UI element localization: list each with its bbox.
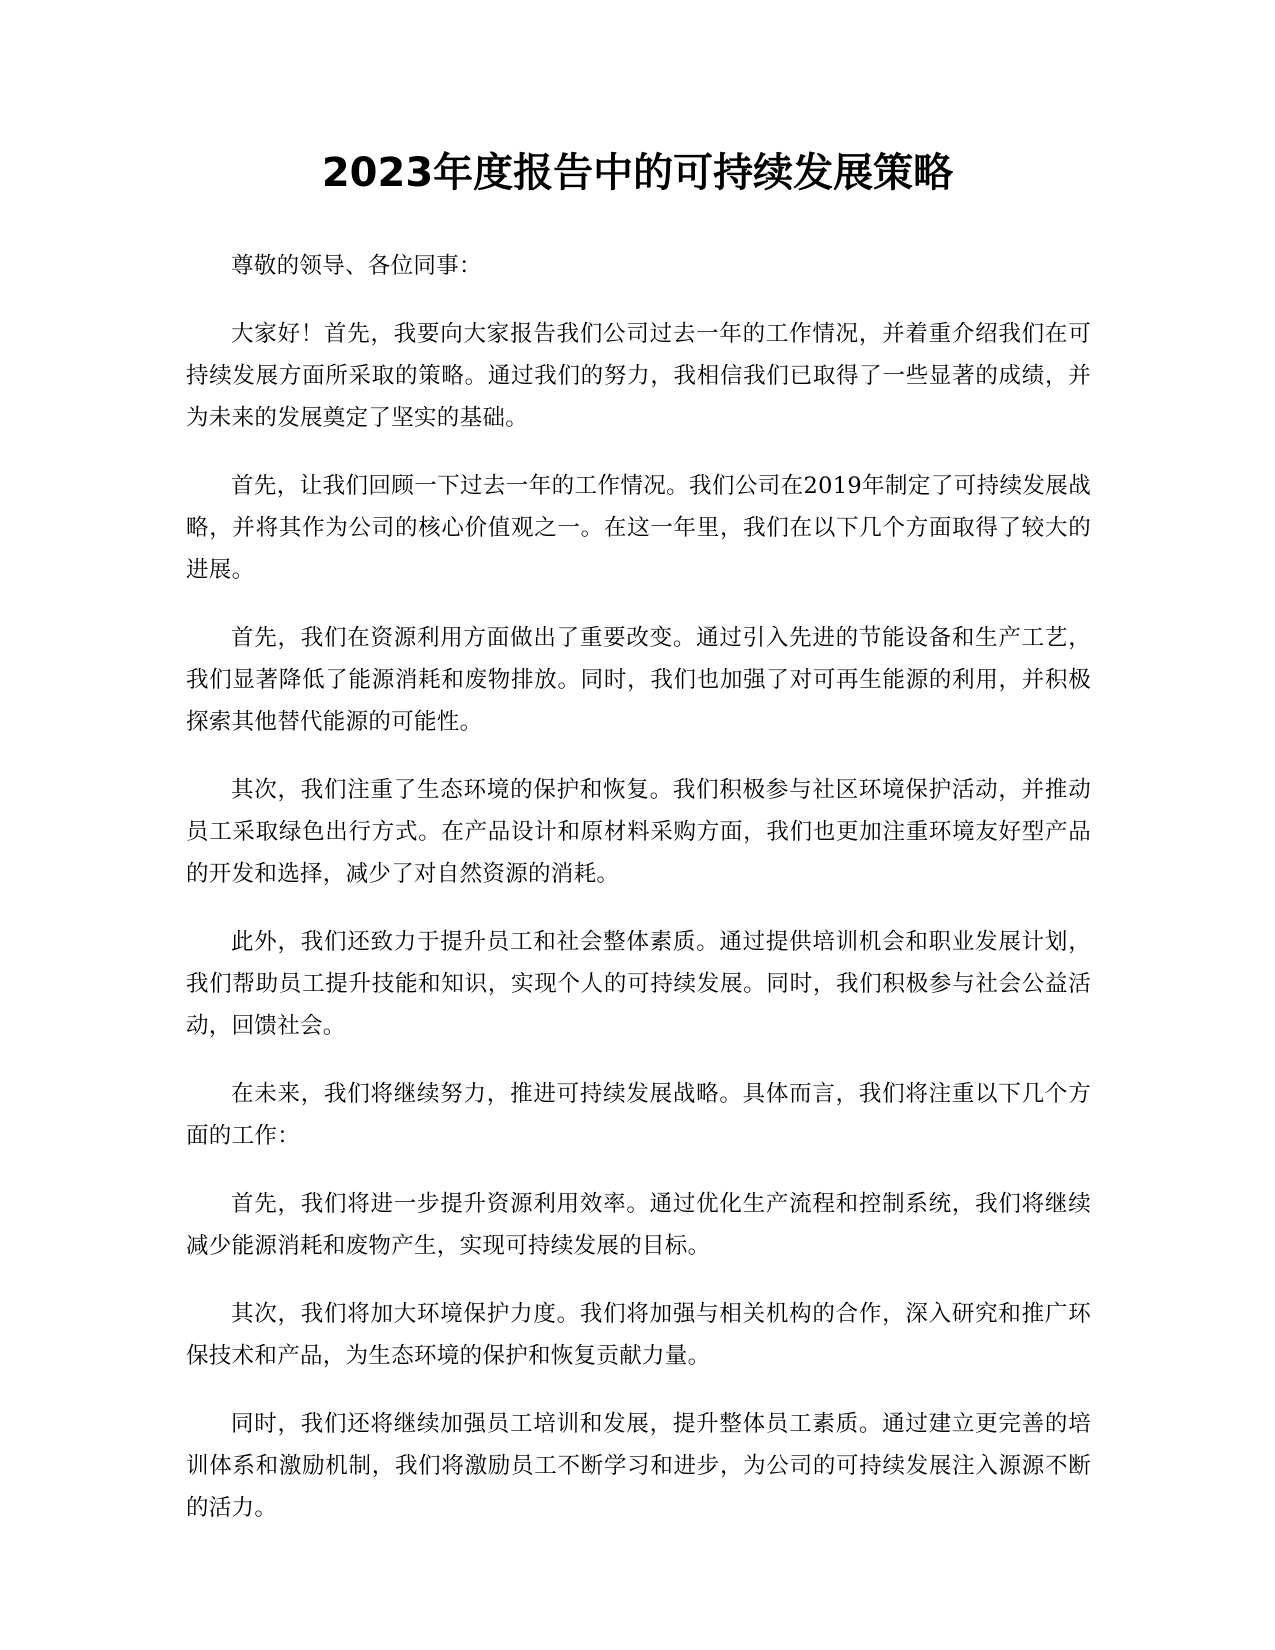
document-title: 2023年度报告中的可持续发展策略	[321, 150, 954, 196]
body-paragraph: 首先，我们在资源利用方面做出了重要改变。通过引入先进的节能设备和生产工艺，我们显著降低了能源消耗和废物排放。同时，我们也加强了对可再生能源的利用，并积极探索其他替代能源的可能性。	[186, 625, 1091, 735]
body-paragraph: 其次，我们将加大环境保护力度。我们将加强与相关机构的合作，深入研究和推广环保技术和产品，为生态环境的保护和恢复贡献力量。	[186, 1301, 1091, 1369]
salutation-paragraph: 尊敬的领导、各位同事：	[231, 253, 482, 279]
body-paragraph: 在未来，我们将继续努力，推进可持续发展战略。具体而言，我们将注重以下几个方面的工作：	[186, 1081, 1091, 1149]
body-paragraph: 首先，我们将进一步提升资源利用效率。通过优化生产流程和控制系统，我们将继续减少能源消耗和废物产生，实现可持续发展的目标。	[186, 1191, 1091, 1259]
body-paragraph: 同时，我们还将继续加强员工培训和发展，提升整体员工素质。通过建立更完善的培训体系和激励机制，我们将激励员工不断学习和进步，为公司的可持续发展注入源源不断的活力。	[186, 1411, 1091, 1521]
body-paragraph: 其次，我们注重了生态环境的保护和恢复。我们积极参与社区环境保护活动，并推动员工采取绿色出行方式。在产品设计和原材料采购方面，我们也更加注重环境友好型产品的开发和选择，减少了对自然资源的消耗。	[186, 777, 1091, 887]
body-paragraph: 首先，让我们回顾一下过去一年的工作情况。我们公司在2019年制定了可持续发展战略，并将其作为公司的核心价值观之一。在这一年里，我们在以下几个方面取得了较大的进展。	[186, 473, 1091, 583]
body-paragraph: 大家好！首先，我要向大家报告我们公司过去一年的工作情况，并着重介绍我们在可持续发展方面所采取的策略。通过我们的努力，我相信我们已取得了一些显著的成绩，并为未来的发展奠定了坚实的基础。	[186, 321, 1091, 431]
document-body	[186, 245, 1091, 1555]
body-paragraph: 此外，我们还致力于提升员工和社会整体素质。通过提供培训机会和职业发展计划，我们帮助员工提升技能和知识，实现个人的可持续发展。同时，我们积极参与社会公益活动，回馈社会。	[186, 929, 1091, 1039]
